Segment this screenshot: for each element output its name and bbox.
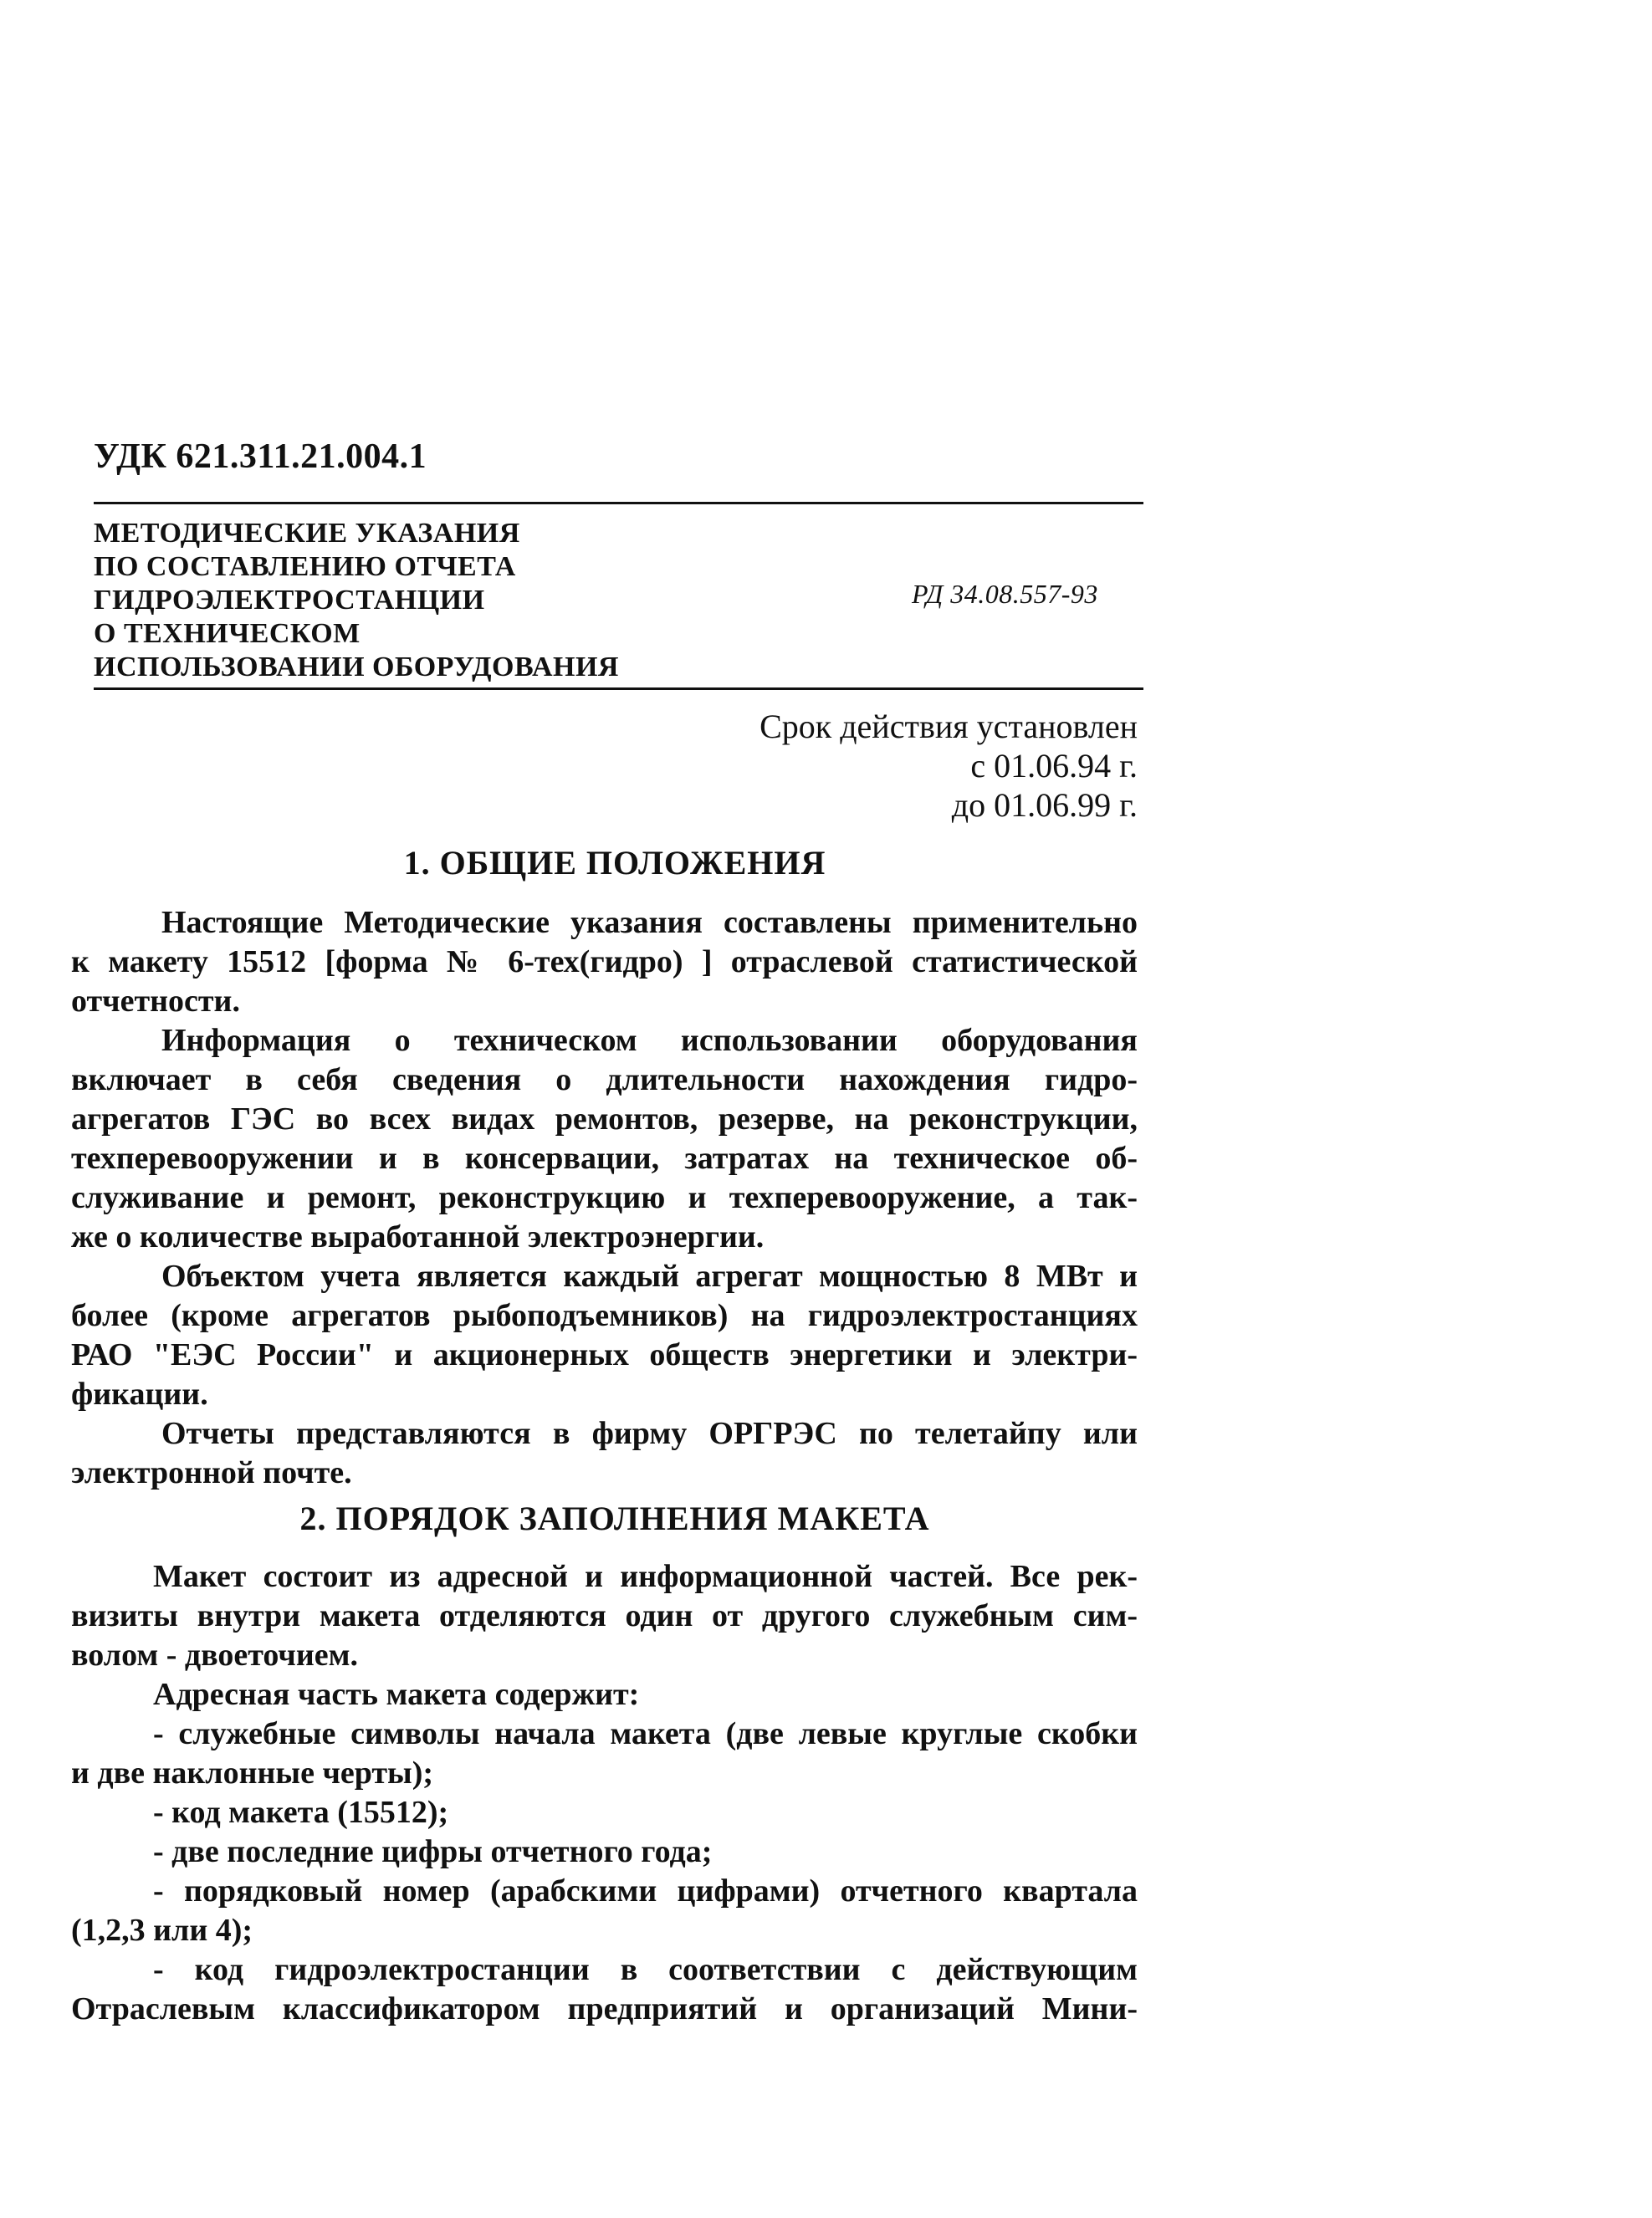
text-line: служивание и ремонт, реконструкцию и техперевооружение, а так- (71, 1180, 1138, 1215)
header-rule-bottom (94, 687, 1143, 690)
text-line: Отчеты представляются в фирму ОРГРЭС по телетайпу или (161, 1416, 1138, 1451)
section-2-heading: 2. ПОРЯДОК ЗАПОЛНЕНИЯ МАКЕТА (299, 1500, 930, 1537)
title-line: О ТЕХНИЧЕСКОМ (94, 618, 361, 649)
text-line: волом - двоеточием. (71, 1638, 359, 1673)
text-line: техперевооружении и в консервации, затратах на техническое об- (71, 1141, 1138, 1176)
text-line: более (кроме агрегатов рыбоподъемников) на гидроэлектростанциях (71, 1298, 1138, 1333)
header-rule-top (94, 502, 1143, 504)
text-line: - код гидроэлектростанции в соответствии с действующим (153, 1952, 1138, 1987)
text-line: - служебные символы начала макета (две левые круглые скобки (153, 1716, 1138, 1751)
text-line: Настоящие Методические указания составлены применительно (161, 905, 1138, 940)
validity-line: с 01.06.94 г. (970, 747, 1138, 784)
text-line: и две наклонные черты); (71, 1755, 434, 1791)
text-line: же о количестве выработанной электроэнергии. (71, 1219, 765, 1255)
text-line: Адресная часть макета содержит: (153, 1677, 640, 1712)
title-line: ГИДРОЭЛЕКТРОСТАНЦИИ (94, 585, 485, 616)
validity-line: до 01.06.99 г. (951, 786, 1138, 824)
title-line: ПО СОСТАВЛЕНИЮ ОТЧЕТА (94, 551, 516, 582)
text-line: агрегатов ГЭС во всех видах ремонтов, резерве, на реконструкции, (71, 1101, 1138, 1137)
text-line: - порядковый номер (арабскими цифрами) отчетного квартала (153, 1873, 1138, 1909)
text-line: (1,2,3 или 4); (71, 1913, 253, 1948)
section-2-text (71, 1557, 1138, 2029)
udk-code: УДК 621.311.21.004.1 (94, 437, 427, 476)
validity-period (636, 707, 1138, 825)
text-line: к макету 15512 [форма № 6-тех(гидро) ] отраслевой статистической (71, 944, 1138, 979)
text-line: Объектом учета является каждый агрегат мощностью 8 МВт и (161, 1259, 1138, 1294)
text-line: Информация о техническом использовании оборудования (161, 1023, 1138, 1058)
text-line: - код макета (15512); (153, 1795, 449, 1830)
text-line: РАО "ЕЭС России" и акционерных обществ энергетики и электри- (71, 1337, 1138, 1372)
validity-line: Срок действия установлен (760, 708, 1138, 745)
section-1-heading: 1. ОБЩИЕ ПОЛОЖЕНИЯ (403, 844, 826, 882)
text-line: визиты внутри макета отделяются один от другого служебным сим- (71, 1598, 1138, 1633)
text-line: включает в себя сведения о длительности нахождения гидро- (71, 1062, 1138, 1097)
document-code: РД 34.08.557-93 (912, 579, 1098, 609)
document-title (94, 517, 846, 684)
section-1-text (71, 903, 1138, 1493)
text-line: - две последние цифры отчетного года; (153, 1834, 713, 1869)
text-line: Макет состоит из адресной и информационной частей. Все рек- (153, 1559, 1138, 1594)
text-line: электронной почте. (71, 1455, 352, 1490)
text-line: отчетности. (71, 984, 240, 1019)
title-line: МЕТОДИЧЕСКИЕ УКАЗАНИЯ (94, 518, 520, 549)
text-line: фикации. (71, 1377, 208, 1412)
title-line: ИСПОЛЬЗОВАНИИ ОБОРУДОВАНИЯ (94, 652, 619, 682)
text-line: Отраслевым классификатором предприятий и организаций Мини- (71, 1991, 1138, 2026)
